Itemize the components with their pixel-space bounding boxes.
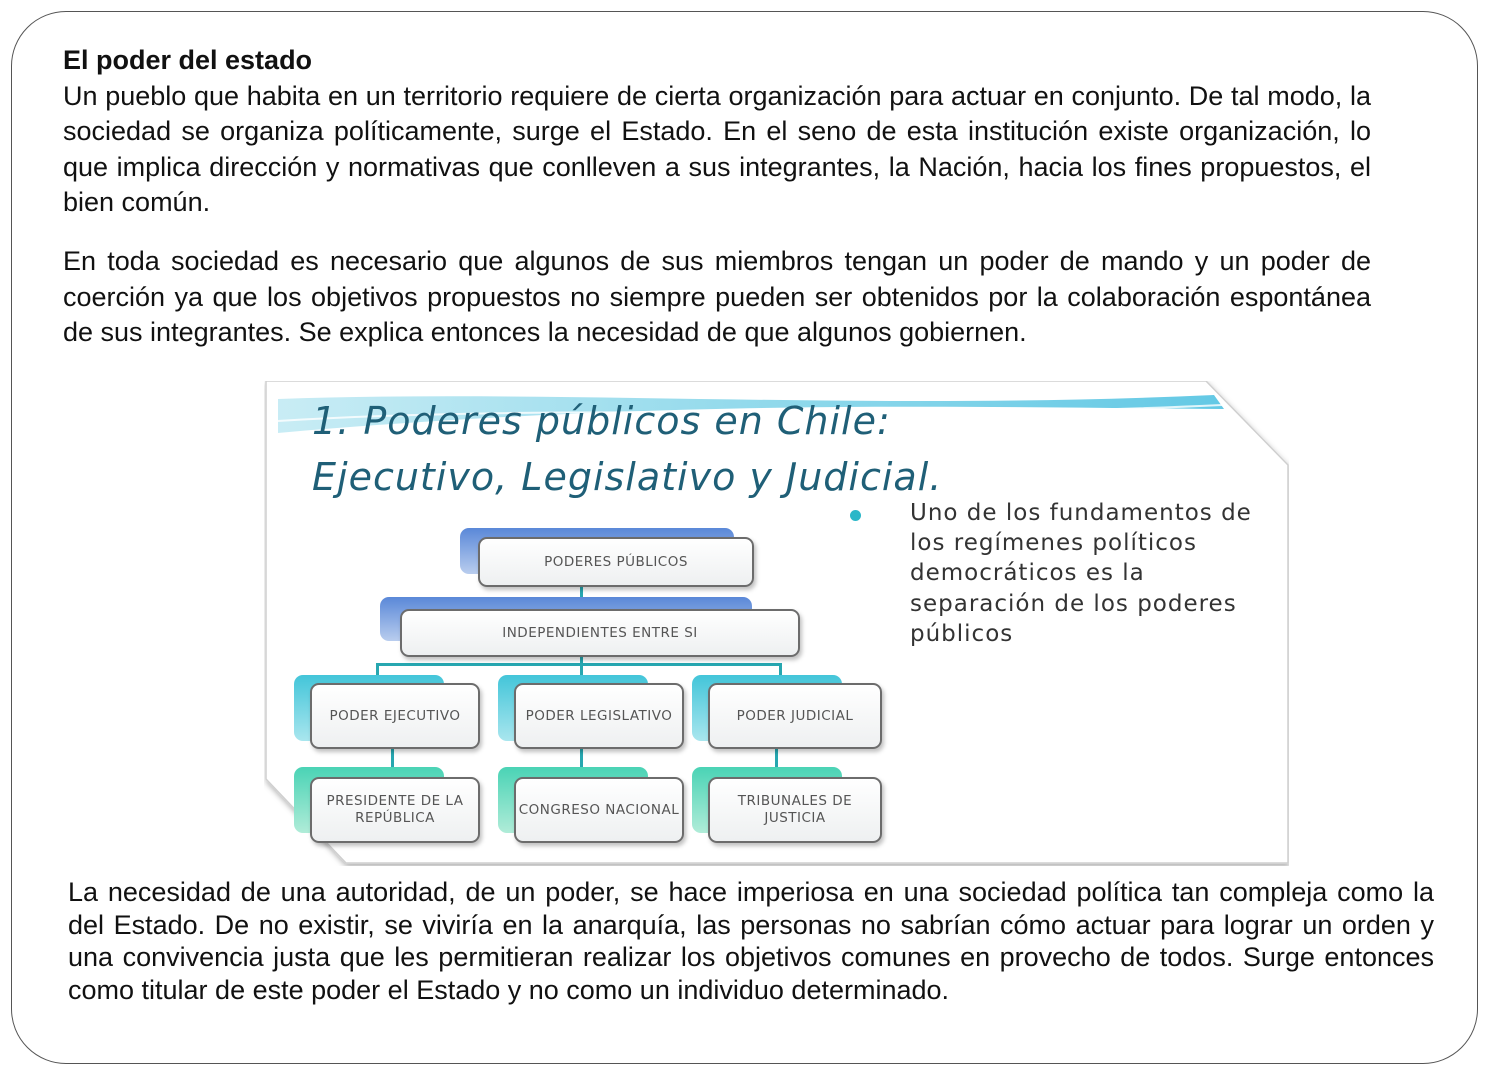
slide-bullet-text: Uno de los fundamentos de los regímenes políticos democráticos es la separación de los poderes públicos — [910, 500, 1252, 647]
paragraph-3: La necesidad de una autoridad, de un poder, se hace imperiosa en una sociedad política tan compleja como la del Estado. De no existir, se viviría en la anarquía, las personas no sabrían cómo actuar para lograr un orden y una convivencia justa que les permitieran realizar los objetivos comunes en provecho de todos. Surge entonces como titular de este poder el Estado y no como un individuo determinado. — [68, 877, 1434, 1005]
org-node-congress — [498, 767, 688, 845]
org-node-president — [294, 767, 484, 845]
bullet-icon — [850, 510, 861, 521]
org-node-root-label: PODERES PÚBLICOS — [478, 537, 754, 587]
slide-title-line-2: Ejecutivo, Legislativo y Judicial. — [312, 455, 943, 499]
slide-title — [312, 393, 942, 505]
org-node-legislative-label: PODER LEGISLATIVO — [514, 683, 684, 749]
org-node-congress-label: CONGRESO NACIONAL — [514, 777, 684, 843]
embedded-slide-image — [264, 381, 1289, 866]
org-node-judicial — [692, 675, 886, 751]
paragraph-1-text: Un pueblo que habita en un territorio requiere de cierta organización para actuar en conjunto. De tal modo, la sociedad se organiza políticamente, surge el Estado. En el seno de esta institución existe organización, lo que implica dirección y normativas que conlleven a sus integrantes, la Nación, hacia los fines propuestos, el bien común. — [63, 80, 1371, 217]
paragraph-intro — [63, 43, 1371, 221]
org-node-president-label: PRESIDENTE DE LA REPÚBLICA — [310, 777, 480, 843]
org-node-judicial-label: PODER JUDICIAL — [708, 683, 882, 749]
document-title: El poder del estado — [63, 45, 313, 75]
org-node-independent-label: INDEPENDIENTES ENTRE SI — [400, 609, 800, 657]
org-node-executive — [294, 675, 484, 751]
org-node-legislative — [498, 675, 688, 751]
org-node-courts-label: TRIBUNALES DE JUSTICIA — [708, 777, 882, 843]
paragraph-2: En toda sociedad es necesario que algunos de sus miembros tengan un poder de mando y un poder de coerción ya que los objetivos propuestos no siempre pueden ser obtenidos por la colaboración espontánea de sus integrantes. Se explica entonces la necesidad de que algunos gobiernen. — [63, 246, 1371, 347]
org-node-executive-label: PODER EJECUTIVO — [310, 683, 480, 749]
connector-line — [376, 663, 782, 666]
org-node-courts — [692, 767, 886, 845]
slide-title-line-1: 1. Poderes públicos en Chile: — [312, 399, 891, 443]
org-node-independent — [380, 597, 804, 659]
org-node-root — [460, 528, 756, 590]
